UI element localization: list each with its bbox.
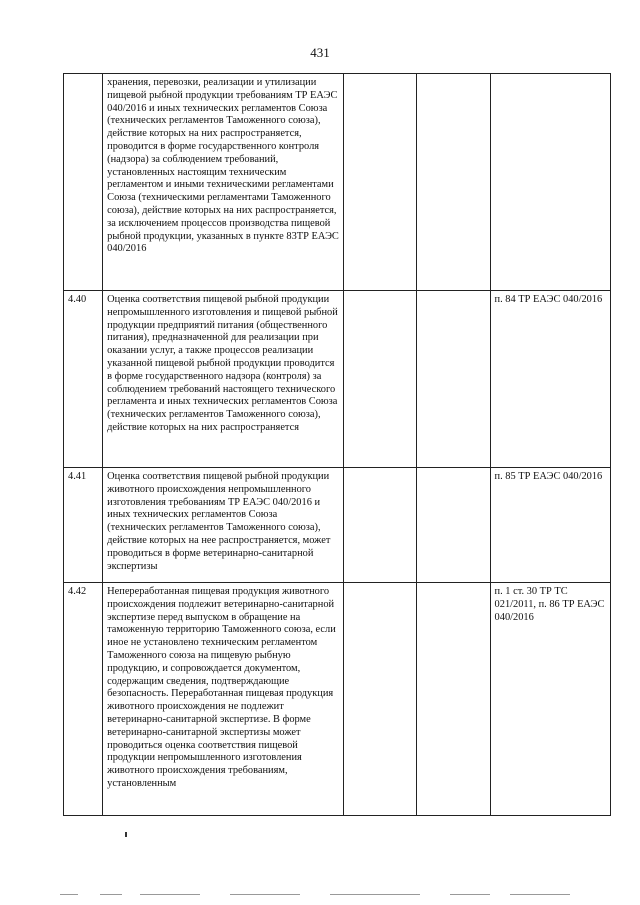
scan-artifact-line [60,894,580,897]
row-cell-empty [417,583,490,816]
row-number: 4.42 [64,583,103,816]
row-number: 4.41 [64,468,103,583]
row-reference: п. 84 ТР ЕАЭС 040/2016 [490,291,610,468]
row-reference: п. 85 ТР ЕАЭС 040/2016 [490,468,610,583]
table-row [64,468,611,583]
row-text: Непереработанная пищевая продукция животного происхождения подлежит ветеринарно-санитарной экспертизе перед выпуском в обращение на таможенную территорию Таможенного союза, если иное не установлено техническим регламентом Таможенного союза на пищевую рыбную продукцию, и сопровождается документом, содержащим сведения, подтверждающие безопасность. Переработанная пищевая продукция животного происхождения не подлежит ветеринарно-санитарной экспертизе. В форме ветеринарно-санитарной экспертизы может проводиться оценка соответствия пищевой продукции непромышленного изготовления животного происхождения требованиям, установленным [103,583,344,816]
row-number: 4.40 [64,291,103,468]
row-cell-empty [417,468,490,583]
requirements-table [63,73,611,816]
row-cell-empty [344,468,417,583]
scan-mark [125,832,127,837]
row-reference: п. 1 ст. 30 ТР ТС 021/2011, п. 86 ТР ЕАЭС 040/2016 [490,583,610,816]
table-row [64,291,611,468]
row-reference [490,74,610,291]
table-row [64,74,611,291]
row-number [64,74,103,291]
table-row [64,583,611,816]
row-cell-empty [417,291,490,468]
row-text: Оценка соответствия пищевой рыбной продукции непромышленного изготовления и пищевой рыбной продукции предприятий питания (общественного питания), предназначенной для реализации при оказании услуг, а также процессов реализации указанной пищевой рыбной продукции проводится в форме государственного надзора (контроля) за соблюдением требований настоящего технического регламента и иных технических регламентов Союза (технических регламентов Таможенного союза), действие которых на них распространяется [103,291,344,468]
row-cell-empty [344,74,417,291]
row-cell-empty [417,74,490,291]
page-number: 431 [310,45,330,60]
row-text: хранения, перевозки, реализации и утилизации пищевой рыбной продукции требованиям ТР ЕАЭС 040/2016 и иных технических регламентов Союза (технических регламентов Таможенного союза), действие которых на них распространяется, проводится в форме государственного контроля (надзора) за соблюдением требований, установленных настоящим техническим регламентом и иными техническими регламентами Союза (техническими регламентами Таможенного союза), действие которых на них распространяется, за исключением процессов производства пищевой рыбной продукции, указанных в пункте 83ТР ЕАЭС 040/2016 [103,74,344,291]
row-text: Оценка соответствия пищевой рыбной продукции животного происхождения непромышленного изготовления требованиям ТР ЕАЭС 040/2016 и иных технических регламентов Союза (технических регламентов Таможенного союза), действие которых на нее распространяется, может проводиться в форме ветеринарно-санитарной экспертизы [103,468,344,583]
row-cell-empty [344,291,417,468]
row-cell-empty [344,583,417,816]
